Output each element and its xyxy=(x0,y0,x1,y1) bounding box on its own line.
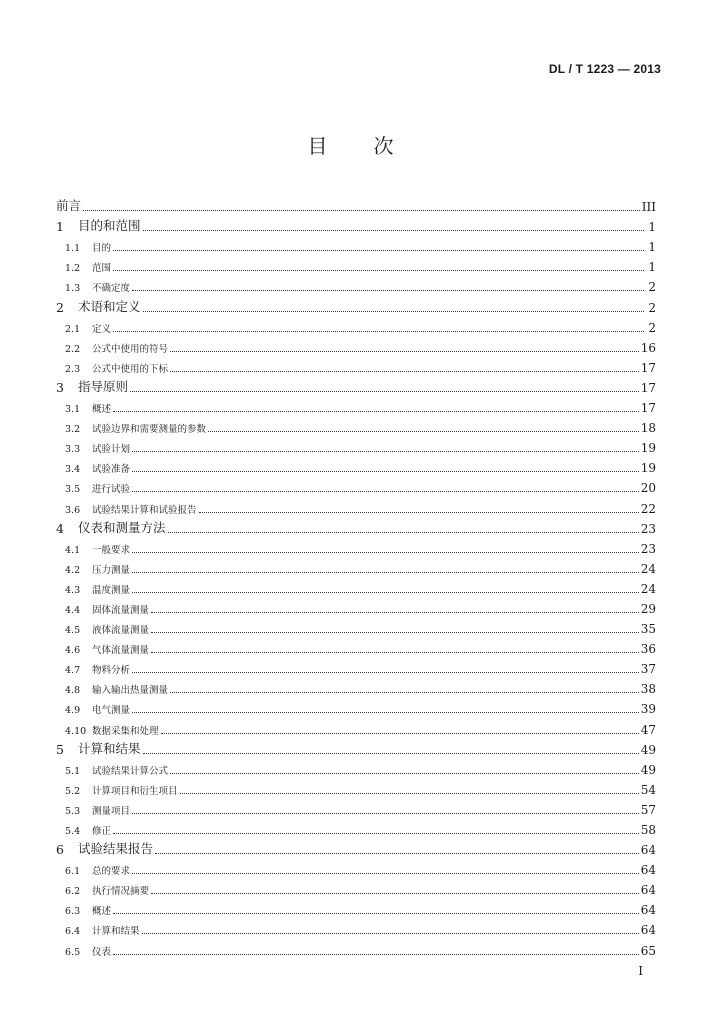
toc-entry-number: 5.2 xyxy=(65,785,81,797)
toc-entry-title: 计算和结果 xyxy=(92,926,140,938)
toc-entry-number: 3.6 xyxy=(65,504,81,516)
toc-entry-page: 64 xyxy=(640,863,656,878)
toc-entry-title: 概述 xyxy=(92,404,112,416)
toc-entry[interactable] xyxy=(56,556,656,576)
toc-entry-number: 6.3 xyxy=(65,906,81,918)
toc-entry-page: 17 xyxy=(640,360,656,375)
toc-entry-number: 3.2 xyxy=(65,424,81,436)
toc-leader-dots xyxy=(143,744,639,754)
toc-entry-title: 一般要求 xyxy=(92,544,131,556)
toc-entry-title: 计算和结果 xyxy=(78,740,141,756)
toc-entry[interactable] xyxy=(56,777,656,797)
toc-entry[interactable] xyxy=(56,676,656,696)
toc-entry-number: 5.4 xyxy=(65,826,81,837)
toc-entry-number: 4.2 xyxy=(65,564,81,576)
toc-leader-dots xyxy=(151,603,639,613)
toc-entry-title: 术语和定义 xyxy=(78,298,141,314)
toc-entry-page: 20 xyxy=(640,481,656,496)
toc-entry-page: 17 xyxy=(640,401,656,416)
toc-entry-title: 输入输出热量测量 xyxy=(92,685,169,697)
toc-leader-dots xyxy=(143,302,644,312)
toc-entry-page: 19 xyxy=(640,461,656,476)
toc-entry-title: 目的 xyxy=(92,243,112,255)
toc-entry-page: 37 xyxy=(640,662,656,677)
toc-entry-number: 6.5 xyxy=(65,946,81,958)
toc-entry-title: 仪表 xyxy=(92,946,112,958)
toc-entry[interactable] xyxy=(56,937,656,957)
toc-leader-dots xyxy=(113,241,644,251)
toc-entry-title: 概述 xyxy=(92,906,112,918)
toc-entry-title: 试验边界和需要测量的参数 xyxy=(92,424,207,436)
toc-entry-title: 试验准备 xyxy=(92,464,131,476)
toc-entry[interactable] xyxy=(56,415,656,435)
toc-entry-page: 54 xyxy=(640,782,656,797)
toc-entry[interactable] xyxy=(56,536,656,556)
toc-entry[interactable] xyxy=(56,315,656,335)
toc-entry-page: 64 xyxy=(640,903,656,918)
toc-leader-dots xyxy=(155,844,639,854)
toc-entry-title: 总的要求 xyxy=(92,866,131,878)
toc-leader-dots xyxy=(208,422,639,432)
toc-entry[interactable] xyxy=(56,737,656,757)
toc-leader-dots xyxy=(132,281,644,291)
toc-leader-dots xyxy=(151,884,639,894)
toc-entry-page: 64 xyxy=(640,923,656,938)
toc-entry-title: 固体流量测量 xyxy=(92,604,150,616)
toc-entry-page: 39 xyxy=(640,702,656,717)
toc-entry[interactable] xyxy=(56,194,656,214)
toc-entry-number: 1 xyxy=(56,219,64,235)
toc-entry-page: 49 xyxy=(640,742,656,757)
toc-entry-page: 1 xyxy=(648,260,656,275)
toc-entry-title: 定义 xyxy=(92,323,112,335)
toc-entry[interactable] xyxy=(56,596,656,616)
toc-entry-page: 2 xyxy=(648,300,656,315)
toc-entry-title: 不确定度 xyxy=(92,283,131,295)
toc-entry-number: 4.1 xyxy=(65,544,81,556)
toc-entry-number: 4.8 xyxy=(65,685,81,697)
toc-entry[interactable] xyxy=(56,234,656,254)
toc-entry[interactable] xyxy=(56,877,656,897)
toc-leader-dots xyxy=(132,482,639,492)
toc-entry-page: 16 xyxy=(640,340,656,355)
toc-entry[interactable] xyxy=(56,696,656,716)
toc-entry-number: 4.9 xyxy=(65,705,81,717)
toc-entry-page: 49 xyxy=(640,762,656,777)
toc-leader-dots xyxy=(113,261,644,271)
toc-entry-title: 仪表和测量方法 xyxy=(78,519,166,535)
page-number: I xyxy=(638,964,643,978)
toc-entry[interactable] xyxy=(56,475,656,495)
toc-entry[interactable] xyxy=(56,214,656,234)
toc-entry-number: 2.2 xyxy=(65,343,81,355)
toc-leader-dots xyxy=(132,543,639,553)
toc-entry-title: 电气测量 xyxy=(92,705,131,717)
toc-entry-number: 4.4 xyxy=(65,604,81,616)
toc-entry-number: 2 xyxy=(56,299,64,315)
toc-entry-page: 22 xyxy=(640,501,656,516)
toc-entry[interactable] xyxy=(56,576,656,596)
toc-entry-title: 范围 xyxy=(92,263,112,275)
toc-entry-number: 6 xyxy=(56,842,64,858)
toc-entry-title: 修正 xyxy=(92,826,112,837)
toc-leader-dots xyxy=(170,342,639,352)
toc-entry[interactable] xyxy=(56,274,656,294)
toc-entry-number: 4.7 xyxy=(65,665,81,677)
toc-entry-number: 4.3 xyxy=(65,584,81,596)
toc-entry-title: 试验计划 xyxy=(92,444,131,456)
toc-leader-dots xyxy=(151,643,639,653)
toc-entry-page: 24 xyxy=(640,561,656,576)
toc-entry[interactable] xyxy=(56,857,656,877)
toc-entry-page: 58 xyxy=(640,823,656,837)
toc-entry-page: 19 xyxy=(640,441,656,456)
toc-entry-number: 6.4 xyxy=(65,926,81,938)
toc-entry-number: 3.4 xyxy=(65,464,81,476)
toc-entry-page: 18 xyxy=(640,421,656,436)
toc-leader-dots xyxy=(113,945,639,955)
toc-leader-dots xyxy=(113,402,639,412)
toc-leader-dots xyxy=(113,904,639,914)
toc-entry[interactable] xyxy=(56,375,656,395)
toc-entry-title: 温度测量 xyxy=(92,584,131,596)
toc-entry-number: 5.3 xyxy=(65,805,81,817)
toc-entry-page: 2 xyxy=(648,320,656,335)
toc-entry-title: 计算项目和衍生项目 xyxy=(92,785,178,797)
toc-entry-number: 6.1 xyxy=(65,866,81,878)
toc-entry[interactable] xyxy=(56,636,656,656)
toc-leader-dots xyxy=(180,784,639,794)
toc-entry-page: 64 xyxy=(640,883,656,898)
toc-entry-number: 5 xyxy=(56,741,64,757)
toc-leader-dots xyxy=(132,703,639,713)
toc-entry[interactable] xyxy=(56,254,656,274)
toc-leader-dots xyxy=(130,382,639,392)
toc-entry-page: 1 xyxy=(648,220,656,235)
toc-entry[interactable] xyxy=(56,757,656,777)
toc-entry-page: 36 xyxy=(640,642,656,657)
toc-entry-page: 47 xyxy=(640,722,656,737)
toc-entry[interactable] xyxy=(56,435,656,455)
toc-entry-number: 1.1 xyxy=(65,243,81,255)
toc-entry[interactable] xyxy=(56,616,656,636)
toc-entry[interactable] xyxy=(56,516,656,536)
toc-entry-title: 压力测量 xyxy=(92,564,131,576)
toc-entry[interactable] xyxy=(56,897,656,917)
toc-entry-page: 64 xyxy=(640,843,656,858)
toc-entry-title: 液体流量测量 xyxy=(92,625,150,637)
toc-entry-page: 1 xyxy=(648,240,656,255)
toc-entry-number: 3.5 xyxy=(65,484,81,496)
toc-entry-page: 23 xyxy=(640,521,656,536)
page-title: 目次 xyxy=(307,134,440,158)
toc-entry[interactable] xyxy=(56,495,656,515)
toc-entry-number: 4.10 xyxy=(65,725,87,737)
toc-entry-page: 57 xyxy=(640,802,656,817)
toc-entry[interactable] xyxy=(56,716,656,736)
toc-entry-title: 试验结果报告 xyxy=(78,841,154,857)
toc-entry-number: 3 xyxy=(56,379,64,395)
toc-leader-dots xyxy=(170,683,639,693)
toc-entry[interactable] xyxy=(56,837,656,857)
toc-leader-dots xyxy=(132,583,639,593)
toc-entry-title: 试验结果计算和试验报告 xyxy=(92,504,197,516)
toc-entry-page: 38 xyxy=(640,682,656,697)
toc-leader-dots xyxy=(113,322,644,332)
toc-leader-dots xyxy=(132,442,639,452)
toc-entry[interactable] xyxy=(56,294,656,314)
toc-entry-page: 29 xyxy=(640,601,656,616)
toc-entry-title: 进行试验 xyxy=(92,484,131,496)
toc-entry-title: 公式中使用的下标 xyxy=(92,363,169,375)
toc-entry-title: 执行情况摘要 xyxy=(92,886,150,898)
toc-leader-dots xyxy=(132,462,639,472)
toc-leader-dots xyxy=(132,563,639,573)
toc-entry[interactable] xyxy=(56,395,656,415)
toc-entry-number: 4.6 xyxy=(65,645,81,657)
toc-entry-title: 公式中使用的符号 xyxy=(92,343,169,355)
toc-leader-dots xyxy=(168,523,639,533)
toc-entry[interactable] xyxy=(56,335,656,355)
toc-entry-title: 数据采集和处理 xyxy=(92,725,159,737)
toc-leader-dots xyxy=(161,724,639,734)
toc-entry-number: 5.1 xyxy=(65,765,81,777)
toc-entry[interactable] xyxy=(56,917,656,937)
toc-entry-title: 试验结果计算公式 xyxy=(92,765,169,777)
toc-entry-title: 指导原则 xyxy=(78,378,129,394)
toc-entry[interactable] xyxy=(56,455,656,475)
toc-entry-number: 2.3 xyxy=(65,363,81,375)
toc-leader-dots xyxy=(170,362,639,372)
toc-entry-page: 23 xyxy=(640,541,656,556)
toc-entry-number: 1.3 xyxy=(65,283,81,295)
toc-leader-dots xyxy=(142,924,639,934)
toc-leader-dots xyxy=(143,221,644,231)
toc-entry-page: 65 xyxy=(640,943,656,958)
table-of-contents xyxy=(56,194,656,958)
toc-entry[interactable] xyxy=(56,355,656,375)
toc-entry-number: 3.1 xyxy=(65,404,81,416)
toc-entry-title: 气体流量测量 xyxy=(92,645,150,657)
document-code: DL / T 1223 — 2013 xyxy=(548,62,661,76)
toc-entry-number: 3.3 xyxy=(65,444,81,456)
toc-entry-title: 目的和范围 xyxy=(78,218,141,234)
toc-entry-page: 17 xyxy=(640,380,656,395)
toc-entry-page: 2 xyxy=(648,280,656,295)
toc-entry-page: 24 xyxy=(640,581,656,596)
toc-entry[interactable] xyxy=(56,797,656,817)
toc-entry-number: 2.1 xyxy=(65,323,81,335)
toc-entry[interactable] xyxy=(56,656,656,676)
toc-leader-dots xyxy=(113,824,639,834)
toc-leader-dots xyxy=(199,503,639,513)
toc-entry-title: 测量项目 xyxy=(92,805,131,817)
toc-entry-number: 4.5 xyxy=(65,625,81,637)
toc-leader-dots xyxy=(170,764,639,774)
toc-entry-page: 35 xyxy=(640,622,656,637)
toc-entry-page: III xyxy=(641,200,656,215)
toc-leader-dots xyxy=(132,663,639,673)
toc-entry-number: 6.2 xyxy=(65,886,81,898)
toc-entry-number: 4 xyxy=(56,520,64,536)
toc-leader-dots xyxy=(151,623,639,633)
toc-entry-title: 物料分析 xyxy=(92,665,131,677)
toc-leader-dots xyxy=(132,804,639,814)
toc-leader-dots xyxy=(132,864,639,874)
toc-leader-dots xyxy=(83,201,640,211)
toc-entry-title: 前言 xyxy=(56,198,82,214)
toc-entry[interactable] xyxy=(56,817,656,837)
toc-entry-number: 1.2 xyxy=(65,263,81,275)
